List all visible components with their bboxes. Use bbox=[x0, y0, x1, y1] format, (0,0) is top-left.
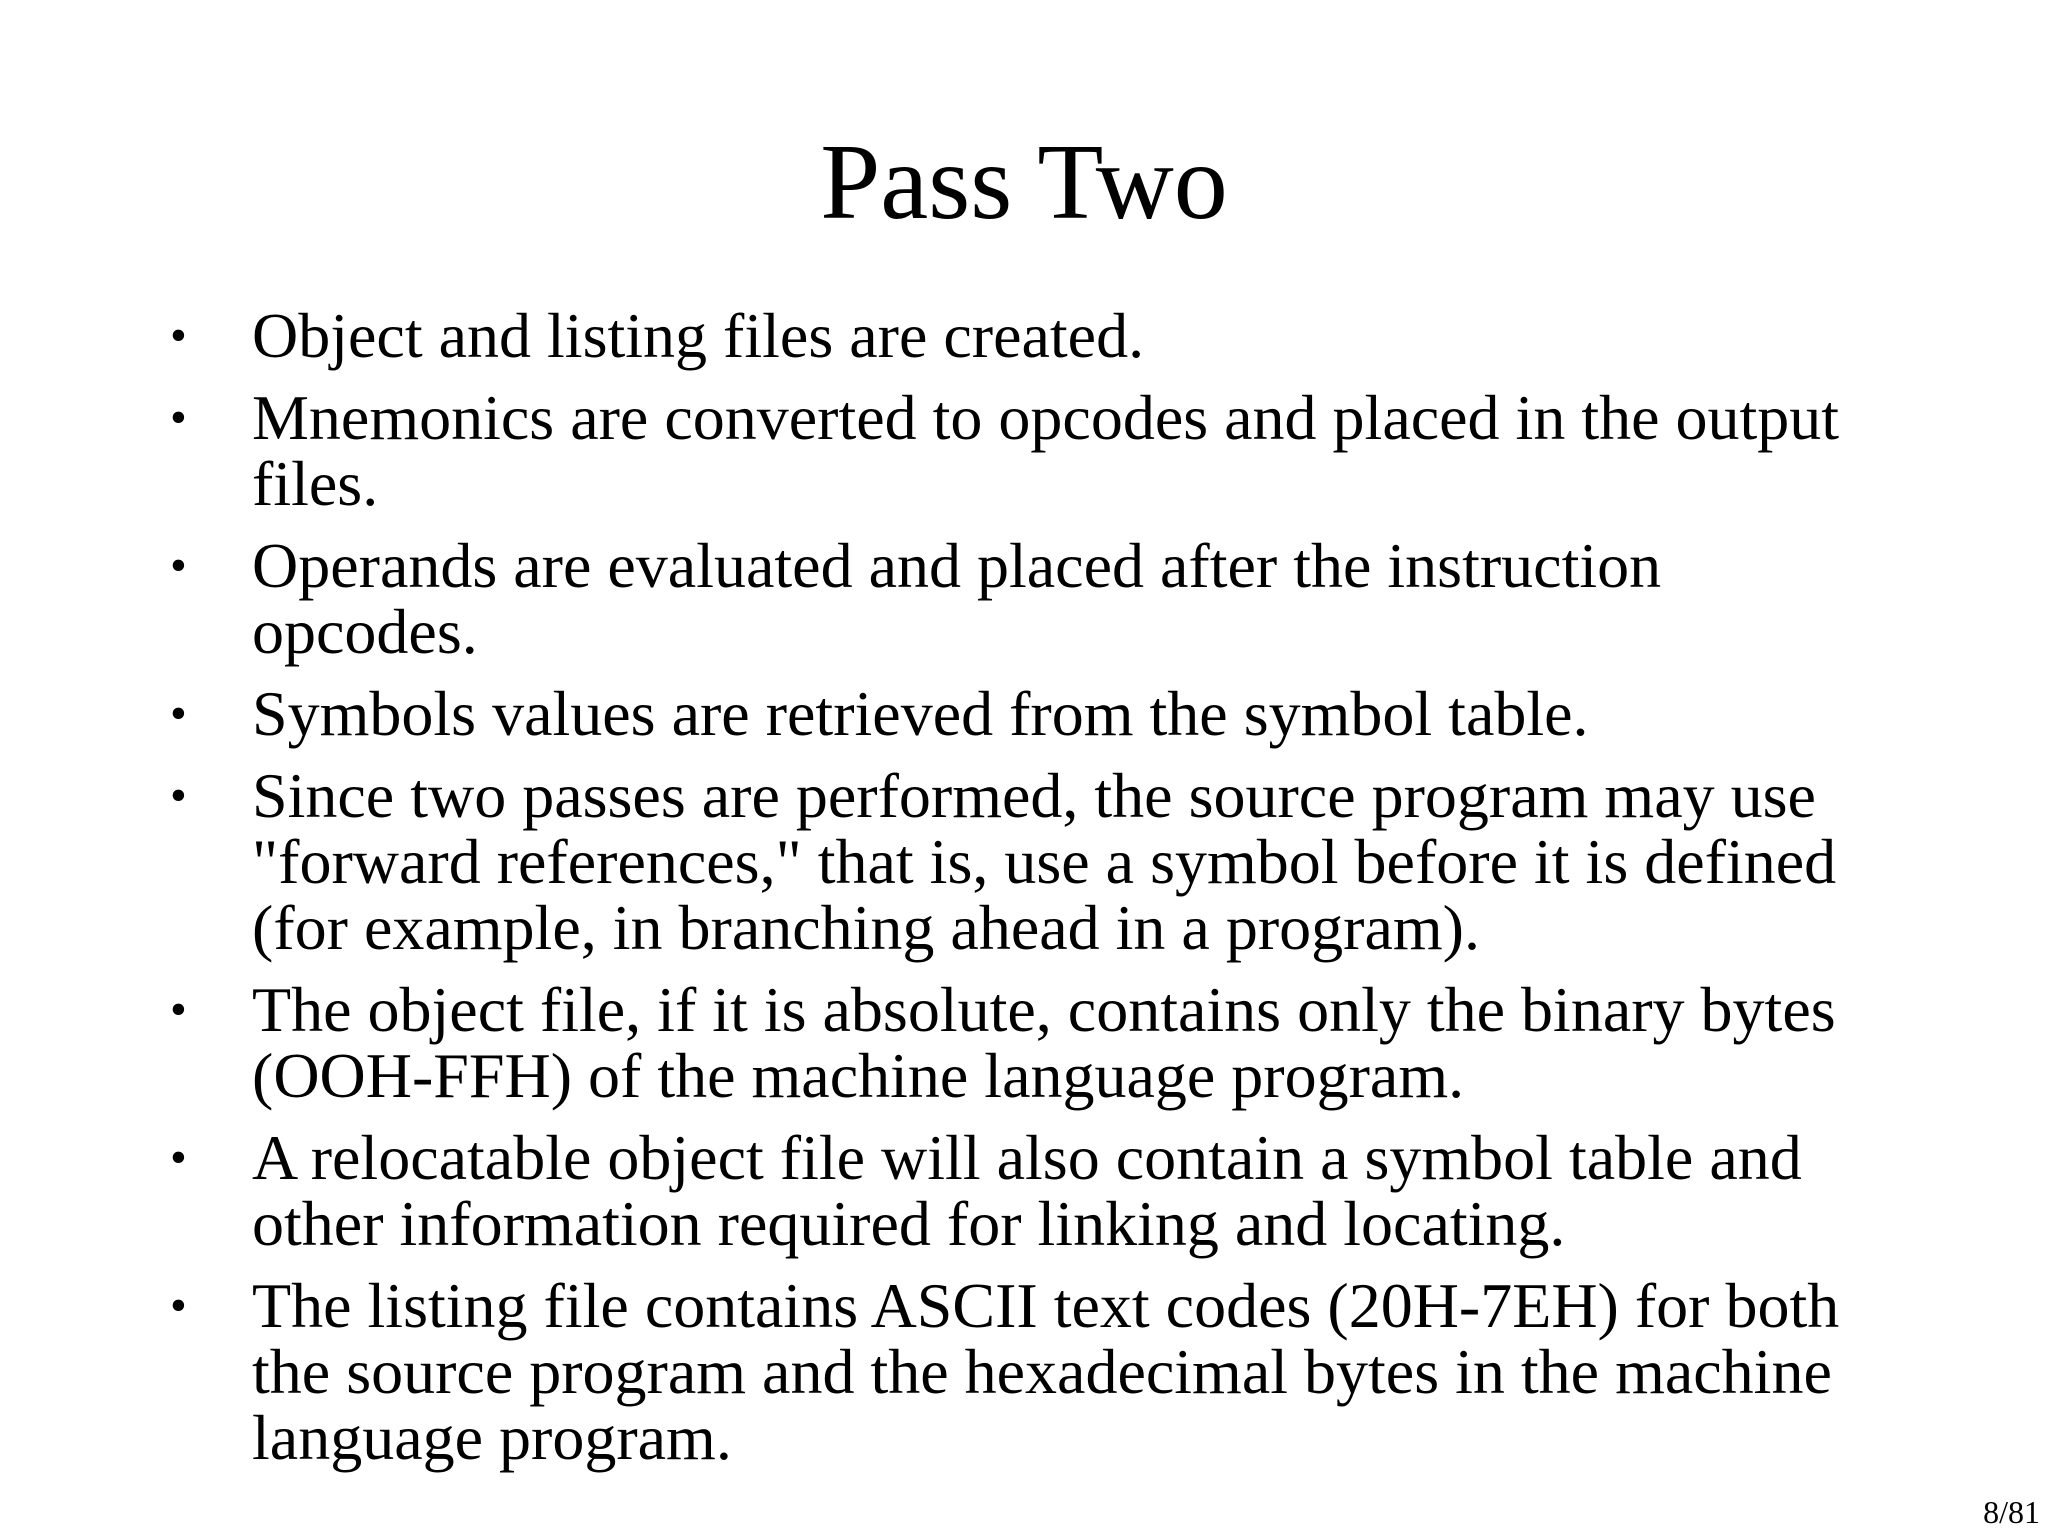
bullet-icon: • bbox=[170, 687, 187, 740]
bullet-item bbox=[168, 382, 1868, 519]
bullet-item bbox=[168, 974, 1868, 1111]
bullet-text: Object and listing files are created. bbox=[252, 300, 1145, 371]
bullet-list bbox=[168, 300, 1868, 1487]
bullet-item bbox=[168, 678, 1868, 749]
bullet-icon: • bbox=[170, 539, 187, 592]
bullet-item bbox=[168, 530, 1868, 667]
bullet-text: Symbols values are retrieved from the symbol table. bbox=[252, 678, 1589, 749]
bullet-icon: • bbox=[170, 983, 187, 1036]
bullet-item bbox=[168, 760, 1868, 963]
bullet-text: The object file, if it is absolute, contains only the binary bytes (OOH-FFH) of the machine language program. bbox=[252, 974, 1836, 1111]
bullet-icon: • bbox=[170, 391, 187, 444]
bullet-text: Since two passes are performed, the source program may use "forward references," that is, use a symbol before it is defined (for example, in branching ahead in a program). bbox=[252, 760, 1837, 963]
bullet-icon: • bbox=[170, 1131, 187, 1184]
bullet-text: A relocatable object file will also contain a symbol table and other information required for linking and locating. bbox=[252, 1122, 1802, 1259]
bullet-icon: • bbox=[170, 1279, 187, 1332]
bullet-item bbox=[168, 1270, 1868, 1473]
bullet-item bbox=[168, 300, 1868, 371]
slide-title: Pass Two bbox=[820, 123, 1228, 242]
bullet-icon: • bbox=[170, 769, 187, 822]
bullet-item bbox=[168, 1122, 1868, 1259]
bullet-text: Operands are evaluated and placed after the instruction opcodes. bbox=[252, 530, 1662, 667]
page-number: 8/81 bbox=[1983, 1494, 2040, 1530]
bullet-text: The listing file contains ASCII text codes (20H-7EH) for both the source program and the hexadecimal bytes in the machine language program. bbox=[252, 1270, 1840, 1473]
bullet-text: Mnemonics are converted to opcodes and placed in the output files. bbox=[252, 382, 1840, 519]
bullet-icon: • bbox=[170, 309, 187, 362]
